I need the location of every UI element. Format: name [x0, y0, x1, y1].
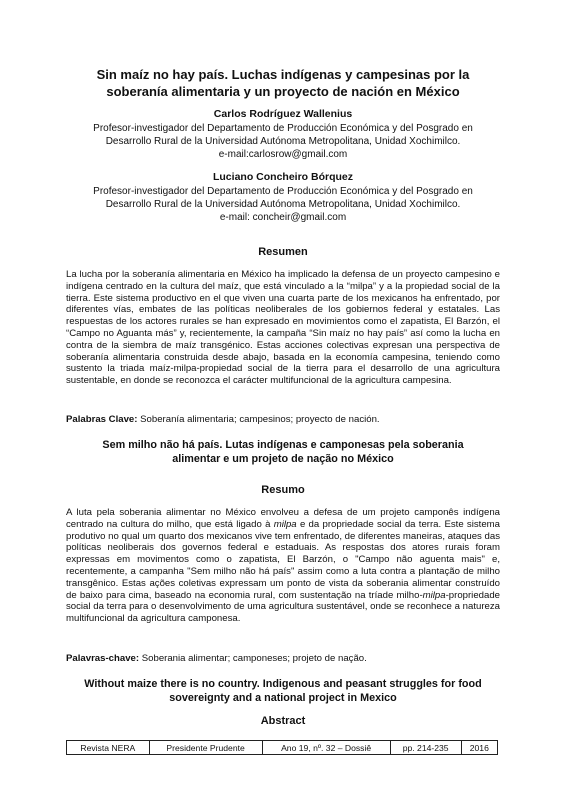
author-affiliation-line-2: Desarrollo Rural de la Universidad Autónoma Metropolitana, Unidad Xochimilco. — [105, 199, 461, 210]
footer-journal: Revista NERA — [67, 741, 150, 755]
abstract-heading: Abstract — [260, 715, 306, 727]
resumo-italic-term: milpa — [273, 518, 297, 530]
resumo-heading: Resumo — [261, 484, 305, 496]
footer-year: 2016 — [461, 741, 497, 755]
resumen-text: La lucha por la soberanía alimentaria en México ha implicado la defensa de un proyecto campesino e indígena centrado en la cultura del maíz, que está vinculado a la “milpa” y a la propiedad social de la tierra. Este sistema productivo en el que viven una cuarta parte de los mexicanos ha enfrentado, por diferentes vías, embates de las políticas neoliberales de los gobiernos federal y estatales. Las respuestas de los actores rurales se han expresado en movimientos como el zapatista, El Barzón, el “Campo no Aguanta más” y, recientemente, la campaña “Sin maíz no hay país” así como la lucha en contra de la siembra de maíz transgénico. Estas acciones colectivas expresan una perspectiva de soberanía alimentaria construida desde abajo, basada en la economía campesina, teniendo como sustento la triada maíz-milpa-propiedad social de la tierra para el desarrollo de una agricultura sustentable, en donde se reconozca el carácter multifuncional de la agricultura campesina. — [66, 269, 500, 387]
keywords-label: Palavras-chave: — [66, 653, 140, 664]
english-title — [70, 677, 496, 705]
portuguese-title — [70, 438, 496, 466]
footer-issue: Ano 19, nº. 32 – Dossiê — [262, 741, 390, 755]
resumo-text-part: e da propriedade social da terra. Este sistema produtivo no qual um quarto dos mexicanos vive tem enfrentado, de diferentes maneiras, ataques das políticas neoliberais dos governos federal e estaduais. As respostas dos atores rurais foram expressas em movimentos como o zapatista, El Barzón, o "Campo não aguenta mais" e, recentemente, a campanha "Sem milho não há país" assim como a luta contra a plantação de milho transgênico. Estas ações coletivas expressam um ponto de vista da soberania alimentar construído de baixo para cima, baseado na economia rural, com sustentação na tríade milho- — [66, 518, 500, 601]
footer-pages: pp. 214-235 — [390, 741, 461, 755]
keywords-label: Palabras Clave: — [66, 414, 138, 425]
resumen-keywords — [66, 414, 500, 426]
portuguese-title-line-1: Sem milho não há país. Lutas indígenas e camponesas pela soberania — [102, 439, 464, 451]
author-affiliation-line-1: Profesor-investigador del Departamento de Producción Económica y del Posgrado en — [93, 123, 473, 134]
title-line-2: soberanía alimentaria y un proyecto de nación en México — [106, 84, 460, 99]
keywords-values: Soberanía alimentaria; campesinos; proyecto de nación. — [137, 414, 380, 425]
resumo-text-part: A luta pela soberania alimentar no México envolveu a defesa de um projeto camponês indígena centrado na cultura do milho, que está ligado à — [66, 507, 500, 530]
author-2 — [70, 170, 496, 224]
english-title-line-2: sovereignty and a national project in Mexico — [169, 692, 397, 704]
journal-footer — [66, 740, 498, 755]
author-affiliation-line-2: Desarrollo Rural de la Universidad Autónoma Metropolitana, Unidad Xochimilco. — [105, 136, 461, 147]
author-name: Carlos Rodríguez Wallenius — [213, 108, 353, 120]
article-title — [60, 66, 506, 100]
portuguese-title-line-2: alimentar e um projeto de nação no México — [172, 453, 394, 465]
author-affiliation-line-1: Profesor-investigador del Departamento de Producción Económica y del Posgrado en — [93, 186, 473, 197]
author-1 — [70, 107, 496, 161]
resumo-keywords — [66, 653, 500, 665]
resumo-text-part: -propriedade social da terra para o desenvolvimento de uma agricultura sustentável, onde se reconhece a natureza multifuncional da agricultura camponesa. — [66, 589, 500, 625]
resumo-text — [66, 507, 500, 625]
author-email: e-mail:carlosrow@gmail.com — [218, 149, 348, 160]
author-name: Luciano Concheiro Bórquez — [212, 171, 353, 183]
keywords-values: Soberania alimentar; camponeses; projeto de nação. — [139, 653, 367, 664]
footer-city: Presidente Prudente — [149, 741, 262, 755]
title-line-1: Sin maíz no hay país. Luchas indígenas y campesinas por la — [96, 67, 470, 82]
resumen-heading: Resumen — [258, 246, 308, 258]
resumo-italic-term: milpa — [422, 589, 446, 601]
author-email: e-mail: concheir@gmail.com — [219, 212, 347, 223]
english-title-line-1: Without maize there is no country. Indigenous and peasant struggles for food — [84, 678, 482, 690]
